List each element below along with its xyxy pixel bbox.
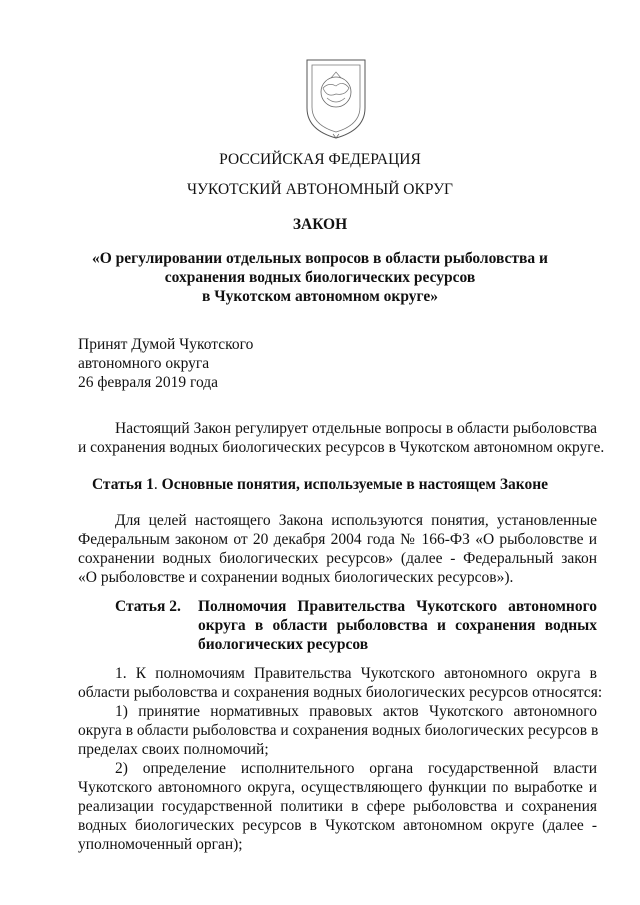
adoption-line-2: автономного округа bbox=[78, 355, 210, 372]
coat-of-arms-emblem bbox=[305, 58, 367, 140]
article-1-dot: . bbox=[153, 476, 158, 493]
article-1-line-2: Федеральным законом от 20 декабря 2004 года № 166-ФЗ «О рыболовстве и bbox=[78, 531, 597, 548]
law-title-line-3: в Чукотском автономном округе» bbox=[202, 288, 438, 305]
doc-type-heading: ЗАКОН bbox=[292, 216, 348, 233]
article-2-line-9: водных биологических ресурсов в Чукотском автономном округе (далее - bbox=[78, 817, 597, 834]
region-heading: ЧУКОТСКИЙ АВТОНОМНЫЙ ОКРУГ bbox=[186, 181, 454, 198]
article-2-title-line-2: округа в области рыболовства и сохранения водных bbox=[198, 617, 597, 634]
article-2-label: Статья 2. bbox=[115, 598, 181, 615]
preamble-line-2: и сохранения водных биологических ресурсов в Чукотском автономном округе. bbox=[78, 439, 605, 456]
article-1-line-1: Для целей настоящего Закона используются понятия, установленные bbox=[115, 512, 597, 529]
adoption-date: 26 февраля 2019 года bbox=[78, 374, 219, 391]
article-2-line-3: 1) принятие нормативных правовых актов Чукотского автономного bbox=[115, 703, 597, 720]
article-1-label: Статья 1 bbox=[91, 476, 154, 493]
article-2-line-2: области рыболовства и сохранения водных биологических ресурсов относятся: bbox=[78, 684, 603, 701]
article-1-line-4: «О рыболовстве и сохранении водных биологических ресурсов»). bbox=[78, 569, 514, 586]
law-title-line-2: сохранения водных биологических ресурсов bbox=[164, 269, 476, 286]
article-2-line-8: реализации государственной политики в сфере рыболовства и сохранения bbox=[78, 798, 597, 815]
article-2-line-5: пределах своих полномочий; bbox=[78, 741, 269, 758]
country-heading: РОССИЙСКАЯ ФЕДЕРАЦИЯ bbox=[219, 151, 421, 168]
article-2-line-7: Чукотского автономного округа, осуществляющего функции по выработке и bbox=[78, 779, 597, 796]
article-1-title: Основные понятия, используемые в настоящем Законе bbox=[157, 476, 549, 493]
article-2-line-1: 1. К полномочиям Правительства Чукотского автономного округа в bbox=[115, 665, 597, 682]
adoption-line-1: Принят Думой Чукотского bbox=[78, 336, 254, 353]
article-1-line-3: сохранении водных биологических ресурсов» (далее - Федеральный закон bbox=[78, 550, 597, 567]
article-2-line-6: 2) определение исполнительного органа государственной власти bbox=[115, 760, 597, 777]
article-1-heading bbox=[0, 475, 640, 494]
article-2-title-line-3: биологических ресурсов bbox=[198, 636, 369, 653]
law-title-line-1: «О регулировании отдельных вопросов в области рыболовства и bbox=[92, 250, 548, 267]
article-2-title-line-1: Полномочия Правительства Чукотского автономного bbox=[198, 598, 597, 615]
article-2-line-10: уполномоченный орган); bbox=[78, 836, 243, 853]
preamble-line-1: Настоящий Закон регулирует отдельные вопросы в области рыболовства bbox=[115, 420, 597, 437]
article-2-line-4: округа в области рыболовства и сохранения водных биологических ресурсов в bbox=[78, 722, 599, 739]
